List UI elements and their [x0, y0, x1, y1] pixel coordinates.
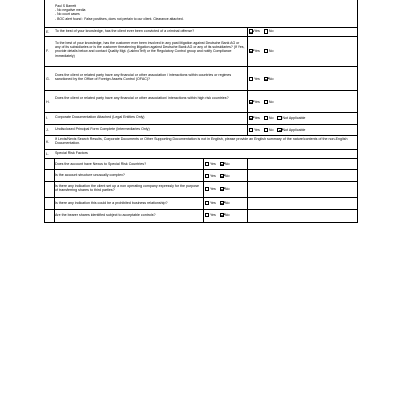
- no-label: No: [268, 99, 274, 104]
- risk-question: Is there any indication the client set up a non operating company expressly for the purpose of transferring shares to third parties?: [55, 183, 200, 193]
- question-number: H.: [46, 100, 50, 104]
- question-text: Undisclosed Principal Form Complete (Intermediaries Only): [55, 127, 150, 132]
- risk-question: Is there any indication this could be a prohibited business relationship?: [55, 200, 168, 205]
- no-label: No: [268, 115, 274, 120]
- note-line: Paul S Barrett: [55, 4, 77, 8]
- no-checkbox[interactable]: [220, 213, 224, 217]
- question-number: J.: [46, 127, 49, 132]
- question-number: F.: [46, 49, 49, 53]
- no-label: No: [224, 201, 230, 206]
- no-checkbox[interactable]: [220, 187, 224, 191]
- no-checkbox[interactable]: [264, 49, 268, 53]
- no-label: No: [268, 29, 274, 34]
- yes-checkbox[interactable]: [249, 49, 253, 53]
- question-text: Does the client or related party have any financial or other association/ interactions within high risk countries?: [55, 96, 229, 100]
- form-page: [44, 0, 358, 223]
- na-label: Not Applicable: [282, 127, 306, 132]
- question-text: To the best of your knowledge, has the client ever been convicted of a criminal offense?: [55, 29, 195, 34]
- yes-label: Yes: [209, 201, 216, 206]
- yes-label: Yes: [209, 162, 216, 167]
- yes-label: Yes: [253, 99, 260, 104]
- question-text: Does the client or related party have any financial or other association / interactions within countries or regimes sanctioned by the Office of Foreign Assets Control (OFAC)?: [55, 72, 232, 82]
- no-label: No: [224, 213, 230, 218]
- question-row-k: [45, 135, 357, 150]
- question-number: I.: [46, 115, 48, 120]
- question-row-h: [45, 90, 357, 113]
- no-label: No: [268, 49, 274, 54]
- section-title: Special Risk Factors: [55, 151, 88, 156]
- question-text: To the best of your knowledge, has the customer ever been involved in any past litigation against Deutsche Bank AG or any of its subsidiaries or is the customer threatening litigation against Deutsche Bank AG or any of its subsidiaries? (If Yes, provide details below and contact Quality Mgt. (LakhroTeif) or the Regulatory Control group and notify Compliance immediately): [55, 40, 245, 58]
- no-checkbox[interactable]: [220, 162, 224, 166]
- yes-checkbox[interactable]: [205, 162, 209, 166]
- question-number: G.: [46, 77, 50, 81]
- risk-question: Is the account structure unusually complex?: [55, 173, 125, 177]
- risk-row: [45, 209, 357, 223]
- yes-checkbox[interactable]: [249, 77, 253, 81]
- yes-checkbox[interactable]: [249, 29, 253, 33]
- no-checkbox[interactable]: [264, 116, 268, 120]
- na-checkbox[interactable]: [277, 128, 281, 132]
- no-checkbox[interactable]: [264, 77, 268, 81]
- no-label: No: [224, 173, 230, 178]
- risk-row: [45, 181, 357, 198]
- question-number: E.: [46, 29, 50, 34]
- notes-section: [45, 0, 357, 28]
- no-checkbox[interactable]: [264, 100, 268, 104]
- yes-label: Yes: [209, 173, 216, 178]
- yes-label: Yes: [209, 213, 216, 218]
- question-number: L.: [46, 151, 49, 156]
- yes-label: Yes: [253, 77, 260, 82]
- risk-factors-table: [45, 158, 357, 223]
- no-label: No: [224, 186, 230, 191]
- yes-label: Yes: [253, 29, 260, 34]
- yes-checkbox[interactable]: [205, 201, 209, 205]
- no-checkbox[interactable]: [220, 201, 224, 205]
- risk-question: Does the account have Nexus to Special Risk Countries?: [55, 162, 147, 166]
- question-number: K.: [46, 139, 50, 144]
- question-text: If Lexis/Nexis Search Results, Corporate Documents or Other Supporting Documentation is not in English, please provide an English summary of the nature/contents of the non-English Documentation.: [55, 136, 348, 146]
- yes-label: Yes: [209, 186, 216, 191]
- yes-checkbox[interactable]: [205, 174, 209, 178]
- note-line: - BOC alert found : False positives, does not pertain to our client. Clearance attached.: [55, 16, 184, 21]
- no-label: No: [268, 127, 274, 132]
- no-checkbox[interactable]: [264, 29, 268, 33]
- notes-text: [55, 4, 184, 21]
- yes-checkbox[interactable]: [249, 128, 253, 132]
- yes-checkbox[interactable]: [205, 187, 209, 191]
- question-row-f: [45, 36, 357, 67]
- yes-label: Yes: [253, 49, 260, 54]
- question-text: Corporate Documentation Attached (Legal Entities Only): [55, 115, 145, 120]
- note-line: - No negative media: [55, 8, 86, 13]
- no-checkbox[interactable]: [264, 128, 268, 132]
- no-checkbox[interactable]: [220, 174, 224, 178]
- question-row-l: [45, 149, 357, 158]
- yes-label: Yes: [253, 127, 260, 132]
- yes-checkbox[interactable]: [249, 116, 253, 120]
- risk-question: Are the bearer shares identified subject to acceptable controls?: [55, 212, 156, 217]
- yes-label: Yes: [253, 115, 260, 120]
- question-row-g: [45, 66, 357, 91]
- no-label: No: [224, 162, 230, 167]
- yes-checkbox[interactable]: [205, 213, 209, 217]
- note-line: - No court cases: [55, 12, 80, 17]
- na-checkbox[interactable]: [277, 116, 281, 120]
- yes-checkbox[interactable]: [249, 100, 253, 104]
- no-label: No: [268, 77, 274, 82]
- na-label: Not Applicable: [282, 115, 306, 120]
